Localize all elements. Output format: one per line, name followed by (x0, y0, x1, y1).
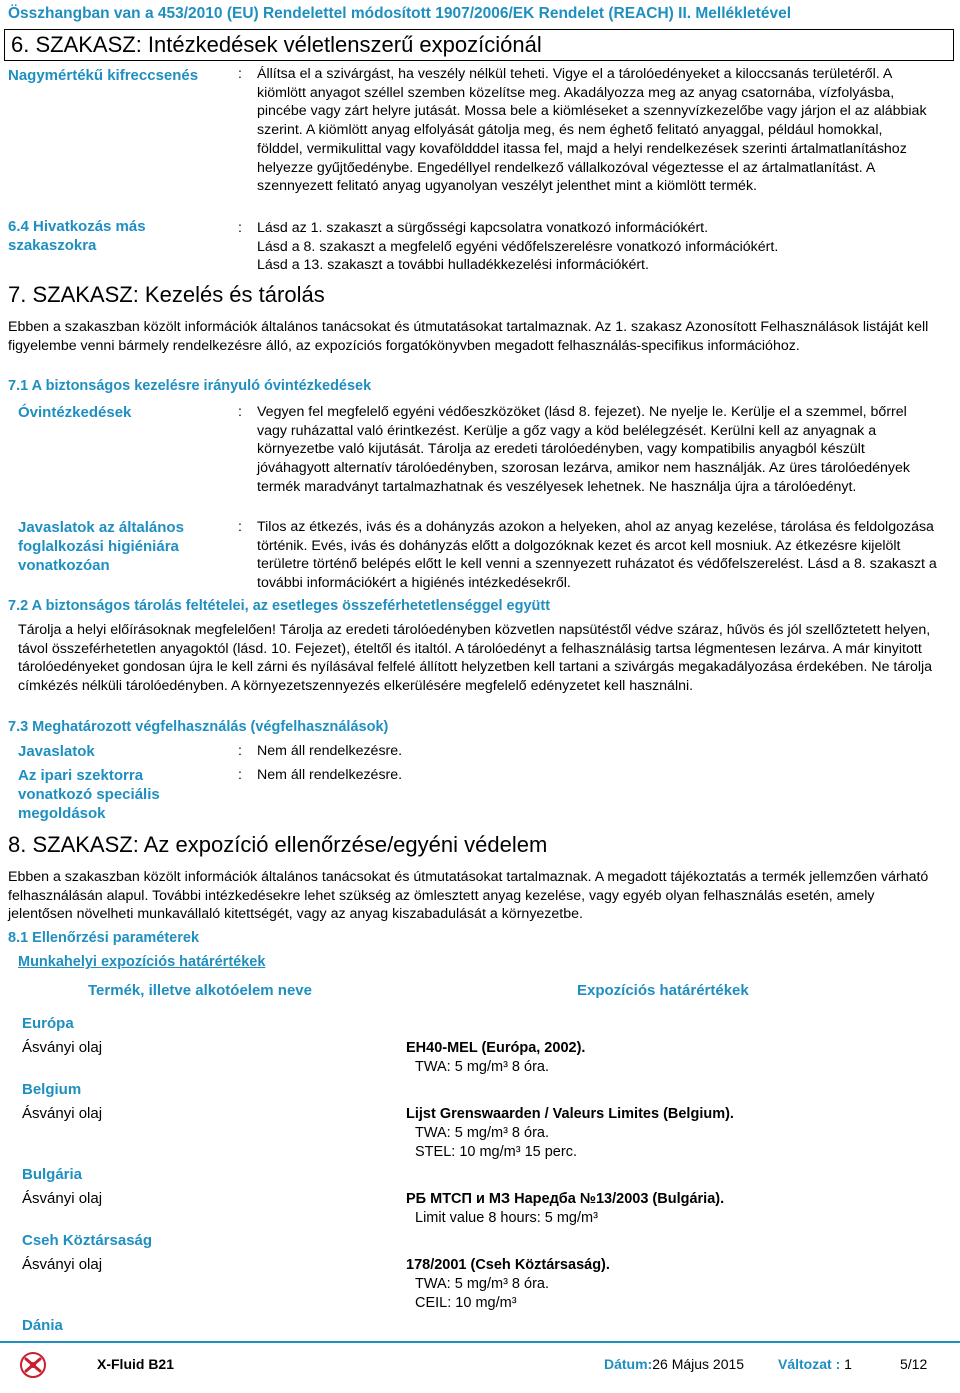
column-header-product: Termék, illetve alkotóelem neve (88, 982, 312, 999)
limit-value: TWA: 5 mg/m³ 8 óra. (415, 1276, 550, 1292)
footer-date (604, 1356, 744, 1372)
storage-text: Tárolja a helyi előírásoknak megfelelően! Tárolja az eredeti tárolóedényben közvetlen napsütéstől védve száraz, hűvös és jól szellőztetett helyen, távol összeférhetetlen anyagoktól (lásd. 10. Fejezet), ételtől és italtól. A tárolóedényt a felhasználásig tartsa légmentesen lezárva. A már kinyitott tárolóedényeket gondosan újra le kell zárni és nyílásával felfelé állított helyzetben kell tartani a szivárgás megakadályozása érdekében. Ne tárolja címkézés nélküli tárolóedényben. A környezetszennyezés elkerülésére megfelelő edényzetet kell használni. (18, 622, 933, 695)
limit-reference: РБ МТСП и МЗ Наредба №13/2003 (Bulgária). (406, 1191, 725, 1207)
hygiene-text: Tilos az étkezés, ivás és a dohányzás azokon a helyeken, ahol az anyag kezelése, tárolása és feldolgozása történik. Evés, ivás és dohányzás előtt a dolgozóknak kezet és arcot kell mosniuk. Az étkezésre kijelölt területre történő belépés előtt le kell venni a szennyezett ruházatot és védőfelszerelést. Lásd a 8. szakaszt a további információkért a higiénés intézkedésekről. (257, 519, 937, 592)
reference-line: Lásd a 8. szakaszt a megfelelő egyéni védőfelszerelésre vonatkozó információkért. (257, 238, 779, 255)
reference-line: Lásd a 13. szakaszt a további hulladékkezelési információkért. (257, 257, 649, 274)
precautions-text: Vegyen fel megfelelő egyéni védőeszközöket (lásd 8. fejezet). Ne nyelje le. Kerülje el a szemmel, bőrrel vagy ruházattal való érintkezést. Kerülje a gőz vagy a köd belélegzését. Kerülni kell az anyagnak a környezetbe való kijutását. Tárolja az eredeti tárolóedényben, vagy kompatibilis anyagból készült jóváhagyott alternatív tárolóedényben, szorosan lezárva, amikor nem használják. Az üres tárolóedények termék maradványt tartalmazhatnak és veszélyesek lehetnek. Ne használja újra a tárolóedényt. (257, 404, 910, 495)
limit-value: Limit value 8 hours: 5 mg/m³ (415, 1210, 598, 1226)
limit-reference: Lijst Grenswaarden / Valeurs Limites (Belgium). (406, 1106, 734, 1122)
industrial-text: Nem áll rendelkezésre. (257, 767, 403, 783)
footer-date-value: 26 Május 2015 (652, 1356, 745, 1372)
precautions-label: Óvintézkedések (18, 404, 132, 421)
limit-value: STEL: 10 mg/m³ 15 perc. (415, 1144, 577, 1160)
country-czech-republic: Cseh Köztársaság (22, 1232, 153, 1249)
limit-reference: EH40-MEL (Európa, 2002). (406, 1040, 586, 1056)
reference-line: Lásd az 1. szakaszt a sürgősségi kapcsolatra vonatkozó információkért. (257, 220, 709, 236)
oel-title: Munkahelyi expozíciós határértékek (18, 954, 266, 970)
section-6-title: 6. SZAKASZ: Intézkedések véletlenszerű expozíciónál (4, 29, 954, 61)
footer-date-label: Dátum: (604, 1356, 653, 1372)
country-belgium: Belgium (22, 1081, 82, 1098)
subsection-7-2-title: 7.2 A biztonságos tárolás feltételei, az esetleges összeférhetetlenséggel együtt (8, 598, 551, 614)
limit-value: TWA: 5 mg/m³ 8 óra. (415, 1059, 550, 1075)
country-denmark: Dánia (22, 1317, 63, 1334)
subsection-7-1-title: 7.1 A biztonságos kezelésre irányuló óvintézkedések (8, 378, 372, 394)
limit-reference: 178/2001 (Cseh Köztársaság). (406, 1257, 610, 1273)
colon: : (238, 404, 242, 420)
hygiene-label: Javaslatok az általános foglalkozási higiéniára vonatkozóan (18, 519, 184, 574)
product-name: Ásványi olaj (22, 1256, 103, 1273)
recommendations-text: Nem áll rendelkezésre. (257, 743, 403, 759)
footer-page-number: 5/12 (900, 1356, 928, 1372)
product-name: Ásványi olaj (22, 1105, 103, 1122)
column-header-limits: Expozíciós határértékek (577, 982, 749, 999)
footer-version-label: Változat : (778, 1356, 841, 1372)
recommendations-label: Javaslatok (18, 743, 95, 760)
country-bulgaria: Bulgária (22, 1166, 83, 1183)
country-europe: Európa (22, 1015, 74, 1032)
references-list (257, 219, 947, 275)
footer-version (778, 1356, 852, 1372)
subsection-7-3-title: 7.3 Meghatározott végfelhasználás (végfelhasználások) (8, 719, 389, 735)
colon: : (238, 519, 242, 535)
product-name: Ásványi olaj (22, 1190, 103, 1207)
limit-value: CEIL: 10 mg/m³ (415, 1295, 517, 1311)
colon: : (238, 767, 242, 783)
footer-rule (0, 1341, 960, 1343)
product-name: Ásványi olaj (22, 1039, 103, 1056)
colon: : (238, 743, 242, 759)
footer-product: X-Fluid B21 (97, 1356, 175, 1372)
colon: : (238, 220, 242, 236)
industrial-label: Az ipari szektorra vonatkozó speciális megoldások (18, 767, 160, 822)
large-spill-label: Nagymértékű kifreccsenés (8, 67, 199, 84)
document-header: Összhangban van a 453/2010 (EU) Rendelettel módosított 1907/2006/EK Rendelet (REACH) II. Mellékletével (8, 5, 792, 22)
colon: : (238, 66, 242, 82)
large-spill-text: Állítsa el a szivárgást, ha veszély nélkül teheti. Vigye el a tárolóedényeket a kiloccsanás területéről. A kiömlött anyagot széllel szemben közelítse meg. Akadályozza meg az anyag csatornába, vízfolyásba, pincébe vagy zárt helyre jutását. Mossa bele a kiömléseket a szennyvízkezelőbe vagy járjon el az alábbiak szerint. A kiömlött anyag elfolyását gátolja meg, és nem éghető felitató anyaggal, például homokkal, földdel, vermikulittal vagy kovaföldddel itassa fel, majd a helyi rendelkezések szerinti ártalmatlanításhoz helyezze gyűjtőedénybe. Engedéllyel rendelkező vállalkozóval végeztesse el az ártalmatlanítást. A szennyezett felitató anyag ugyanolyan veszélyt jelenthet mint a kiömlött termék. (257, 66, 927, 195)
references-label: 6.4 Hivatkozás más szakaszokra (8, 218, 146, 254)
section-8-title: 8. SZAKASZ: Az expozíció ellenőrzése/egyéni védelem (8, 832, 548, 857)
section-7-title: 7. SZAKASZ: Kezelés és tárolás (8, 282, 325, 307)
footer-version-value: 1 (844, 1356, 852, 1372)
limit-value: TWA: 5 mg/m³ 8 óra. (415, 1125, 550, 1141)
section-8-intro: Ebben a szakaszban közölt információk általános tanácsokat és útmutatásokat tartalmaznak. A megadott tájékoztatás a termék jellemzően várható felhasználásán alapul. További intézkedésekre lehet szükség az ömlesztett anyag kezelése, vagy egyéb olyan felhasználás esetén, amely jelentősen növelheti munkavállaló kitettségét, vagy az anyag kiszabadulását a környezetbe. (8, 869, 929, 923)
subsection-8-1-title: 8.1 Ellenőrzési paraméterek (8, 930, 200, 946)
section-7-intro: Ebben a szakaszban közölt információk általános tanácsokat és útmutatásokat tartalmaznak. Az 1. szakasz Azonosított Felhasználások listáját kell figyelembe venni bármely rendelkezésre álló, az expozíciós forgatókönyvben megadott felhasználás-specifikus információhoz. (8, 319, 929, 354)
company-logo-icon (20, 1352, 46, 1378)
